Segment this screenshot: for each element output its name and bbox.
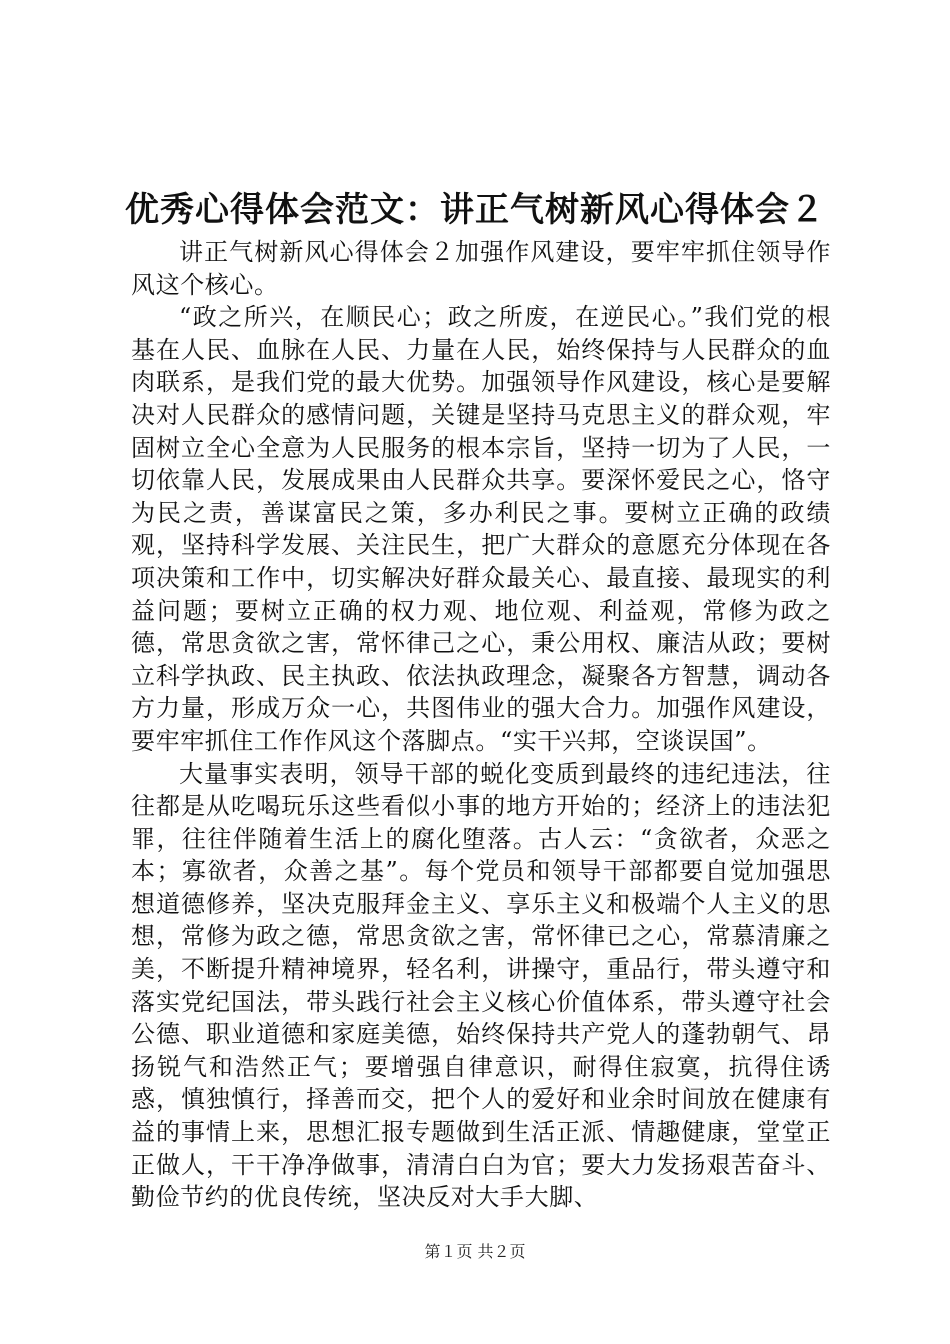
- document-title: 优秀心得体会范文：讲正气树新风心得体会２: [125, 190, 825, 230]
- document-body: [131, 236, 831, 1214]
- paragraph-3: 大量事实表明，领导干部的蜕化变质到最终的违纪违法，往往都是从吃喝玩乐这些看似小事的地方开始的；经济上的违法犯罪，往往伴随着生活上的腐化堕落。古人云：“贪欲者，众恶之本；寡欲者，众善之基”。每个党员和领导干部都要自觉加强思想道德修养，坚决克服拜金主义、享乐主义和极端个人主义的思想，常修为政之德，常思贪欲之害，常怀律已之心，常慕清廉之美，不断提升精神境界，轻名利，讲操守，重品行，带头遵守和落实党纪国法，带头践行社会主义核心价值体系，带头遵守社会公德、职业道德和家庭美德，始终保持共产党人的蓬勃朝气、昂扬锐气和浩然正气；要增强自律意识，耐得住寂寞，抗得住诱惑，慎独慎行，择善而交，把个人的爱好和业余时间放在健康有益的事情上来，思想汇报专题做到生活正派、情趣健康，堂堂正正做人，干干净净做事，清清白白为官；要大力发扬艰苦奋斗、勤俭节约的优良传统，坚决反对大手大脚、: [131, 759, 831, 1212]
- paragraph-1: 讲正气树新风心得体会２加强作风建设，要牢牢抓住领导作风这个核心。: [131, 238, 831, 299]
- page-footer: 第１页 共２页: [424, 1242, 526, 1261]
- paragraph-2: “政之所兴，在顺民心；政之所废，在逆民心。”我们党的根基在人民、血脉在人民、力量在人民，始终保持与人民群众的血肉联系，是我们党的最大优势。加强领导作风建设，核心是要解决对人民群众的感情问题，关键是坚持马克思主义的群众观，牢固树立全心全意为人民服务的根本宗旨，坚持一切为了人民，一切依靠人民，发展成果由人民群众共享。要深怀爱民之心，恪守为民之责，善谋富民之策，多办利民之事。要树立正确的政绩观，坚持科学发展、关注民生，把广大群众的意愿充分体现在各项决策和工作中，切实解决好群众最关心、最直接、最现实的利益问题；要树立正确的权力观、地位观、利益观，常修为政之德，常思贪欲之害，常怀律己之心，秉公用权、廉洁从政；要树立科学执政、民主执政、依法执政理念，凝聚各方智慧，调动各方力量，形成万众一心，共图伟业的强大合力。加强作风建设，要牢牢抓住工作作风这个落脚点。“实干兴邦，空谈误国”。: [131, 303, 831, 755]
